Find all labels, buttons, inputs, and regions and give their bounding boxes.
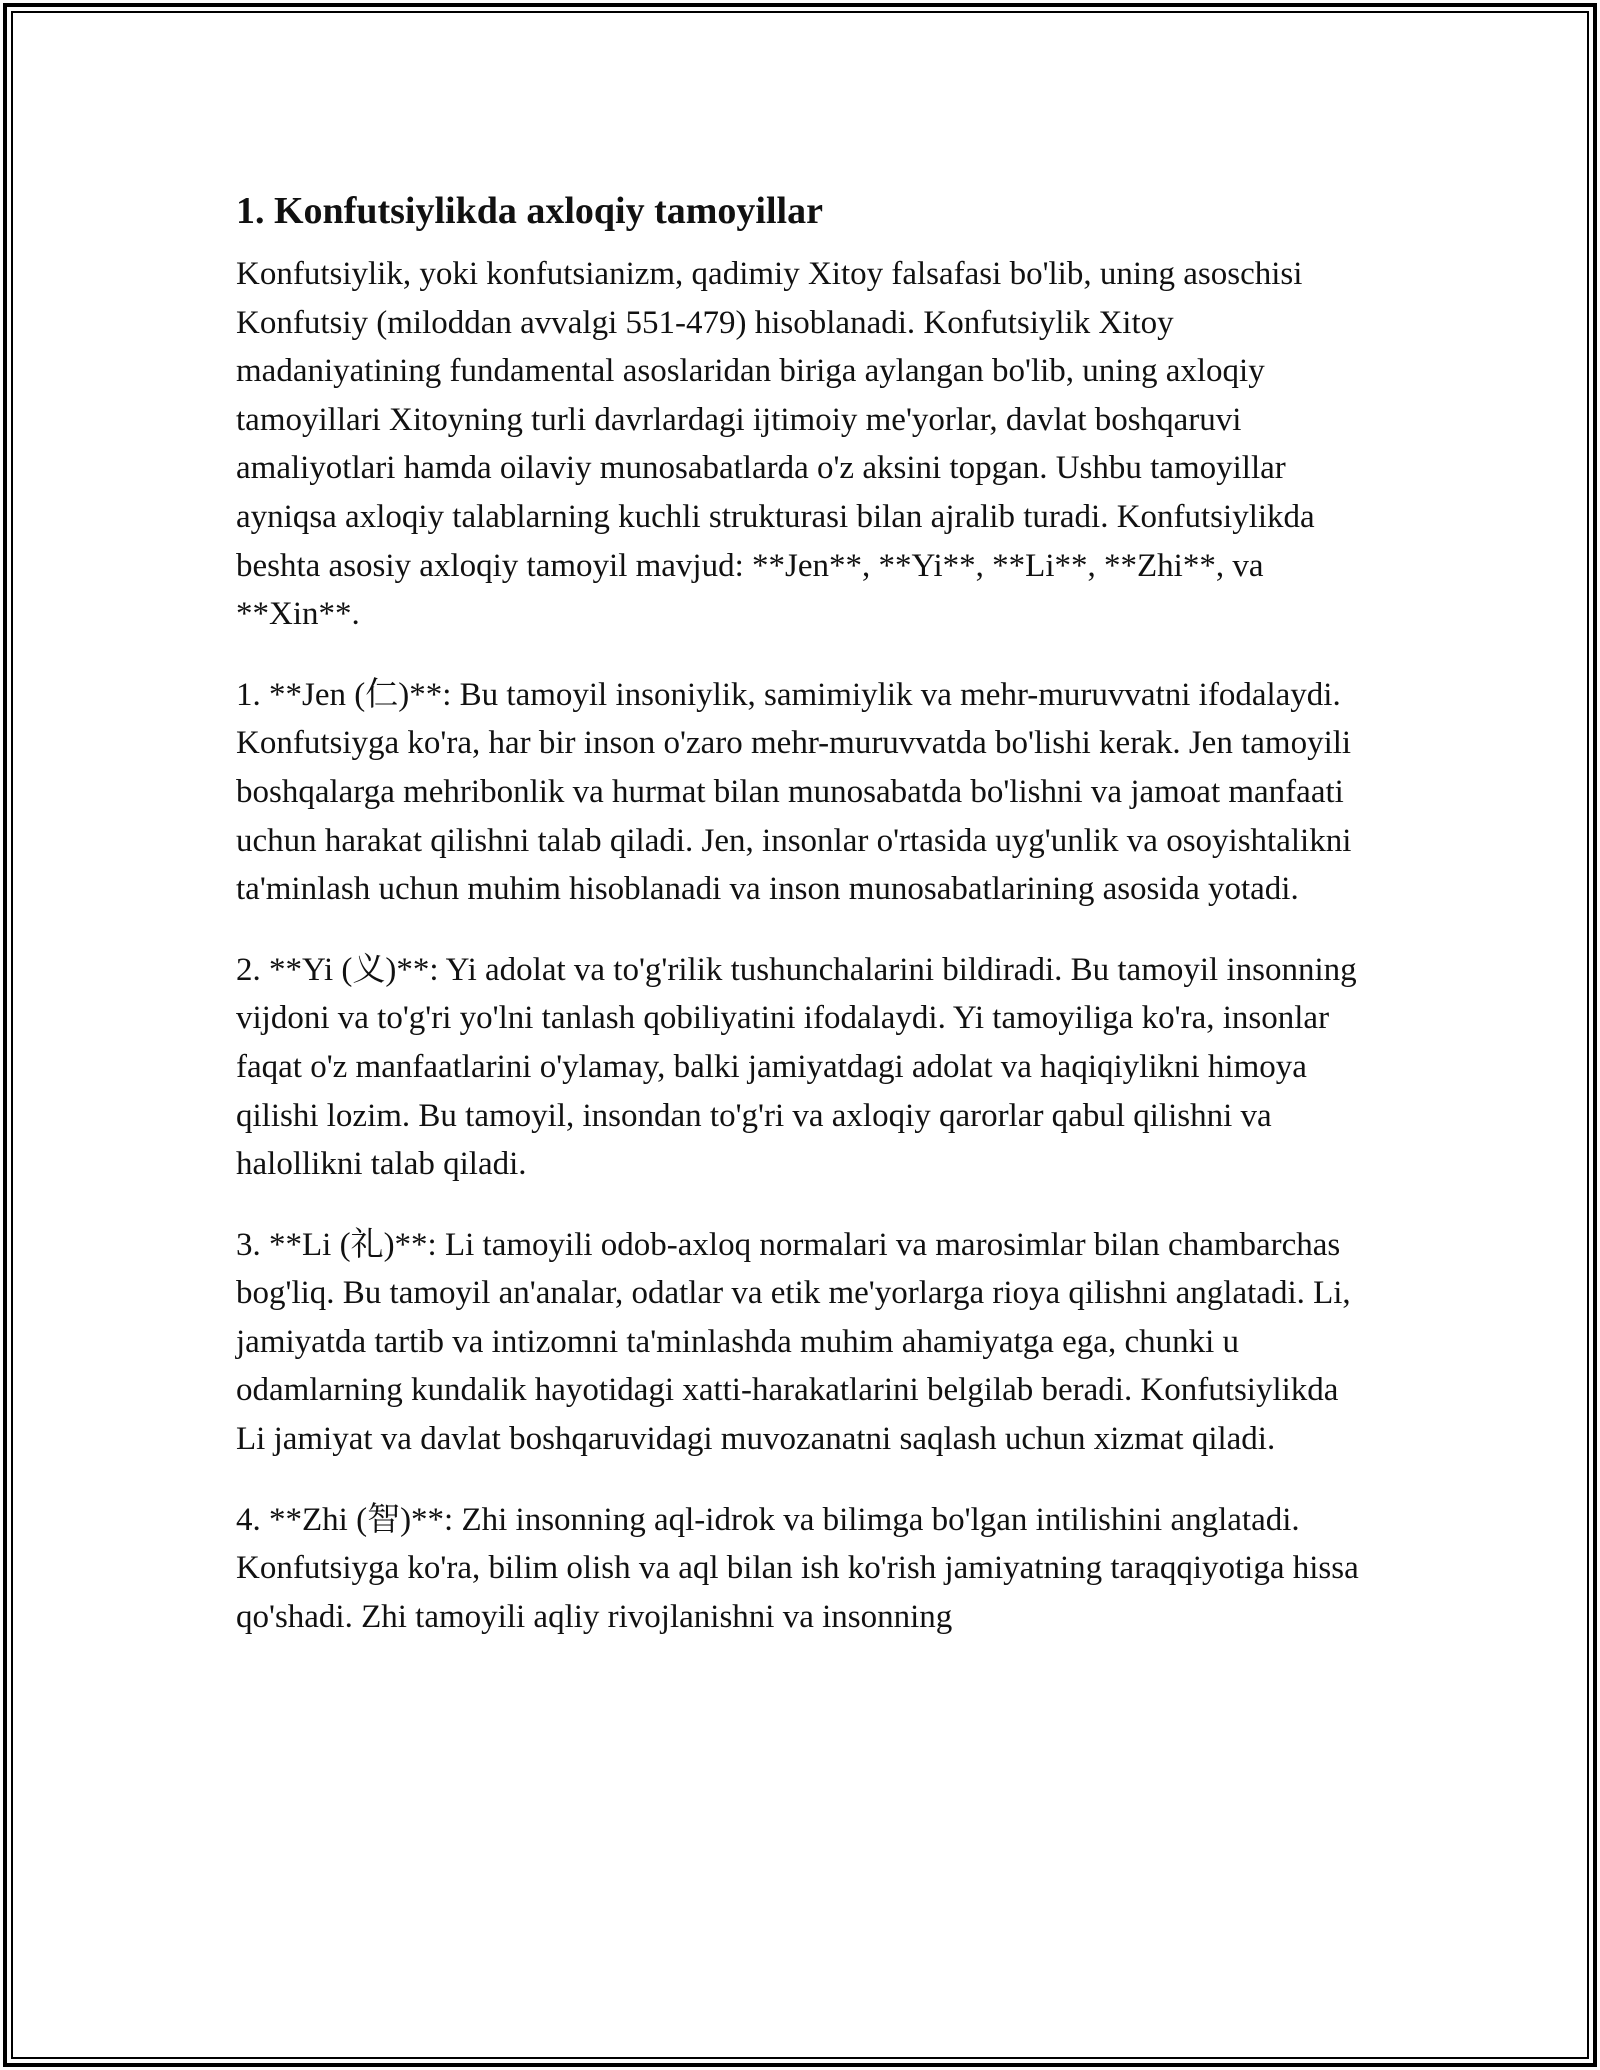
principle-li-paragraph: 3. **Li (礼)**: Li tamoyili odob-axloq normalari va marosimlar bilan chambarchas bog'liq. Bu tamoyil an'analar, odatlar va etik me'yorlarga rioya qilishni anglatadi. Li, jamiyatda tartib va intizomni ta'minlashda muhim ahamiyatga ega, chunki u odamlarning kundalik hayotidagi xatti-harakatlarini belgilab beradi. Konfutsiylikda Li jamiyat va davlat boshqaruvidagi muvozanatni saqlash uchun xizmat qiladi. <box>236 1226 1351 1458</box>
section-heading: 1. Konfutsiylikda axloqiy tamoyillar <box>236 190 823 232</box>
document-body <box>236 186 1372 1673</box>
principle-yi-paragraph: 2. **Yi (义)**: Yi adolat va to'g'rilik tushunchalarini bildiradi. Bu tamoyil insonning vijdoni va to'g'ri yo'lni tanlash qobiliyatini ifodalaydi. Yi tamoyiliga ko'ra, insonlar faqat o'z manfaatlarini o'ylamay, balki jamiyatdagi adolat va haqiqiylikni himoya qilishi lozim. Bu tamoyil, insondan to'g'ri va axloqiy qarorlar qabul qilishni va halollikni talab qiladi. <box>236 951 1357 1183</box>
principle-jen-paragraph: 1. **Jen (仁)**: Bu tamoyil insoniylik, samimiylik va mehr-muruvvatni ifodalaydi. Konfutsiyga ko'ra, har bir inson o'zaro mehr-muruvvatda bo'lishi kerak. Jen tamoyili boshqalarga mehribonlik va hurmat bilan munosabatda bo'lishni va jamoat manfaati uchun harakat qilishni talab qiladi. Jen, insonlar o'rtasida uyg'unlik va osoyishtalikni ta'minlash uchun muhim hisoblanadi va inson munosabatlarining asosida yotadi. <box>236 676 1352 908</box>
principle-zhi-paragraph: 4. **Zhi (智)**: Zhi insonning aql-idrok va bilimga bo'lgan intilishini anglatadi. Konfutsiyga ko'ra, bilim olish va aql bilan ish ko'rish jamiyatning taraqqiyotiga hissa qo'shadi. Zhi tamoyili aqliy rivojlanishni va insonning <box>236 1501 1359 1635</box>
intro-paragraph: Konfutsiylik, yoki konfutsianizm, qadimiy Xitoy falsafasi bo'lib, uning asoschisi Konfutsiy (miloddan avvalgi 551-479) hisoblanadi. Konfutsiylik Xitoy madaniyatining fundamental asoslaridan biriga aylangan bo'lib, uning axloqiy tamoyillari Xitoyning turli davrlardagi ijtimoiy me'yorlar, davlat boshqaruvi amaliyotlari hamda oilaviy munosabatlarda o'z aksini topgan. Ushbu tamoyillar ayniqsa axloqiy talablarning kuchli strukturasi bilan ajralib turadi. Konfutsiylikda beshta asosiy axloqiy tamoyil mavjud: **Jen**, **Yi**, **Li**, **Zhi**, va **Xin**. <box>236 256 1315 633</box>
